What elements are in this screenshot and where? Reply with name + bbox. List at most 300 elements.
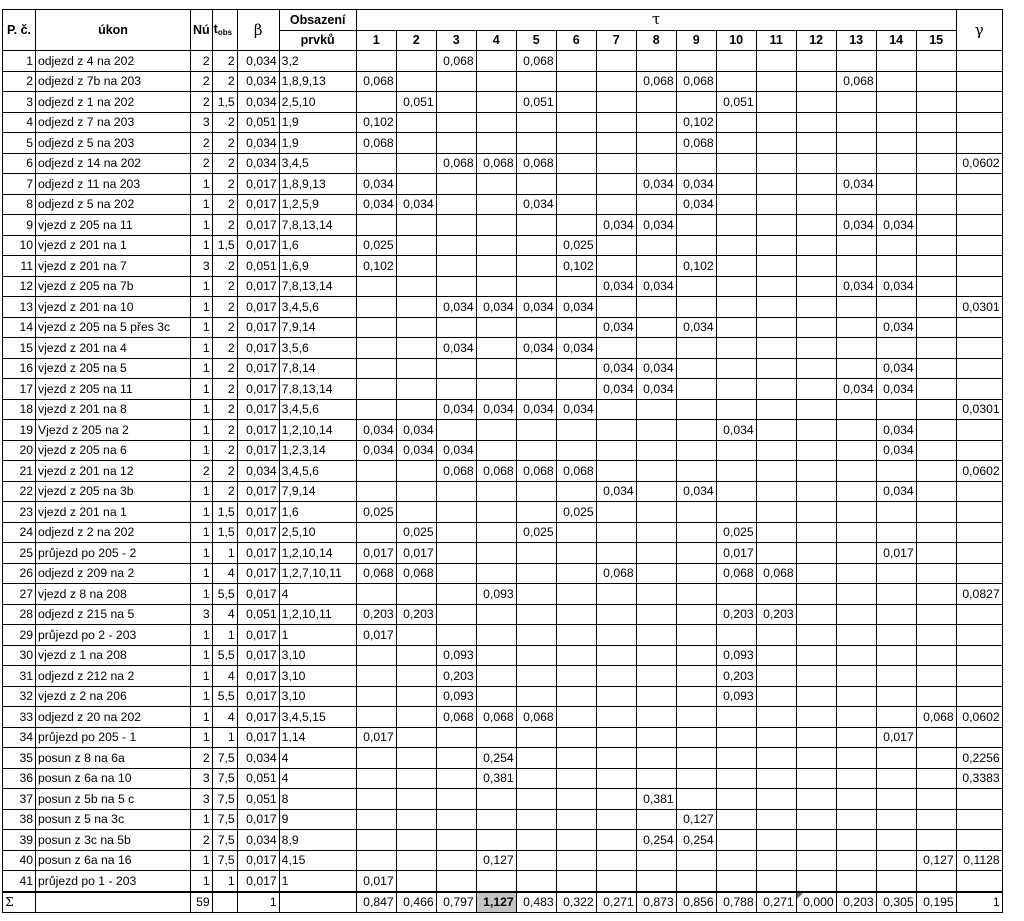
cell-tau-4 xyxy=(476,358,516,379)
cell-tau-10 xyxy=(716,440,756,461)
cell-tau-15 xyxy=(916,174,956,195)
cell-tau-6: 0,102 xyxy=(556,256,596,277)
cell-tau-5 xyxy=(516,256,556,277)
cell-tau-11 xyxy=(756,461,796,482)
cell-tau-4: 0,254 xyxy=(476,748,516,769)
cell-tau-12 xyxy=(796,440,836,461)
cell-tau-6 xyxy=(556,215,596,236)
cell-tau-7 xyxy=(596,645,636,666)
cell-tau-8 xyxy=(636,51,676,72)
cell-tau-3: 0,203 xyxy=(436,666,476,687)
cell-tau-2 xyxy=(396,727,436,748)
cell-tau-14 xyxy=(876,71,916,92)
cell-tau-12 xyxy=(796,174,836,195)
cell-tau-8 xyxy=(636,194,676,215)
cell-tau-13 xyxy=(836,625,876,646)
col-header-beta[interactable]: β xyxy=(237,10,279,51)
cell-tau-12 xyxy=(796,502,836,523)
cell-beta: 0,034 xyxy=(237,830,279,851)
cell-pc: 30 xyxy=(3,645,36,666)
table-row[interactable] xyxy=(3,174,1003,195)
table-row[interactable] xyxy=(3,522,1003,543)
cell-obsazeni: 1,6 xyxy=(279,235,356,256)
sum-row[interactable] xyxy=(3,892,1003,913)
cell-tau-9 xyxy=(676,584,716,605)
cell-tau-6 xyxy=(556,276,596,297)
cell-tau-11 xyxy=(756,174,796,195)
cell-ukon: odjezd z 7b na 203 xyxy=(36,71,191,92)
cell-tau-3 xyxy=(436,768,476,789)
cell-obsazeni: 3,5,6 xyxy=(279,338,356,359)
cell-tau-10 xyxy=(716,768,756,789)
cell-tau-13 xyxy=(836,748,876,769)
cell-tau-1: 0,102 xyxy=(356,112,396,133)
cell-tau-7 xyxy=(596,420,636,441)
cell-tau-11 xyxy=(756,686,796,707)
table-row[interactable] xyxy=(3,871,1003,892)
cell-tau-10 xyxy=(716,748,756,769)
cell-tau-2 xyxy=(396,850,436,871)
cell-gamma xyxy=(956,809,1002,830)
cell-tau-3 xyxy=(436,215,476,236)
cell-tau-15 xyxy=(916,92,956,113)
cell-nu: 1 xyxy=(191,338,213,359)
table-row[interactable] xyxy=(3,563,1003,584)
col-header-tau-1[interactable]: 1 xyxy=(356,30,396,51)
cell-tau-10 xyxy=(716,379,756,400)
cell-ukon: vjezd z 205 na 5 přes 3c xyxy=(36,317,191,338)
cell-tau-2 xyxy=(396,481,436,502)
cell-pc: 12 xyxy=(3,276,36,297)
cell-tau-2 xyxy=(396,133,436,154)
cell-tau-6 xyxy=(556,358,596,379)
cell-pc: 2 xyxy=(3,71,36,92)
sum-tau-10: 0,788 xyxy=(716,892,756,913)
cell-beta: 0,017 xyxy=(237,358,279,379)
cell-tau-11 xyxy=(756,481,796,502)
cell-tobs: 7,5 xyxy=(212,850,237,871)
cell-tau-8 xyxy=(636,522,676,543)
cell-tau-6 xyxy=(556,645,596,666)
cell-tau-10: 0,017 xyxy=(716,543,756,564)
cell-tau-5: 0,051 xyxy=(516,92,556,113)
table-row[interactable] xyxy=(3,317,1003,338)
col-header-prvku[interactable]: prvků xyxy=(279,30,356,51)
cell-obsazeni: 1,2,5,9 xyxy=(279,194,356,215)
cell-tau-9 xyxy=(676,379,716,400)
cell-tau-7 xyxy=(596,112,636,133)
cell-tau-6 xyxy=(556,563,596,584)
cell-tau-7 xyxy=(596,235,636,256)
cell-tau-3: 0,034 xyxy=(436,399,476,420)
cell-tau-1 xyxy=(356,584,396,605)
cell-tau-8 xyxy=(636,440,676,461)
table-row[interactable] xyxy=(3,399,1003,420)
cell-tau-8 xyxy=(636,317,676,338)
table-row[interactable] xyxy=(3,584,1003,605)
cell-tau-4: 0,093 xyxy=(476,584,516,605)
table-row[interactable] xyxy=(3,543,1003,564)
table-row[interactable] xyxy=(3,358,1003,379)
cell-gamma xyxy=(956,625,1002,646)
cell-tau-7 xyxy=(596,604,636,625)
cell-tau-15 xyxy=(916,522,956,543)
cell-ukon: posun z 8 na 6a xyxy=(36,748,191,769)
cell-tau-12 xyxy=(796,297,836,318)
cell-nu: 2 xyxy=(191,153,213,174)
cell-tau-11 xyxy=(756,235,796,256)
cell-tau-12 xyxy=(796,215,836,236)
cell-tau-8: 0,381 xyxy=(636,789,676,810)
cell-obsazeni: 3,4,5,6 xyxy=(279,399,356,420)
col-header-nu[interactable]: Nú xyxy=(191,10,213,51)
cell-tau-12 xyxy=(796,133,836,154)
cell-tau-11 xyxy=(756,850,796,871)
cell-obsazeni: 1,6,9 xyxy=(279,256,356,277)
cell-tobs: 2 xyxy=(212,153,237,174)
cell-gamma xyxy=(956,871,1002,892)
cell-tau-15 xyxy=(916,789,956,810)
table-row[interactable] xyxy=(3,809,1003,830)
cell-beta: 0,017 xyxy=(237,215,279,236)
cell-tau-4 xyxy=(476,686,516,707)
table-row[interactable] xyxy=(3,276,1003,297)
cell-tau-10 xyxy=(716,153,756,174)
cell-pc: 21 xyxy=(3,461,36,482)
cell-tau-6 xyxy=(556,830,596,851)
cell-tau-11 xyxy=(756,666,796,687)
table-row[interactable] xyxy=(3,748,1003,769)
table-row[interactable] xyxy=(3,645,1003,666)
col-header-tau-4[interactable]: 4 xyxy=(476,30,516,51)
table-row[interactable] xyxy=(3,727,1003,748)
cell-tau-6 xyxy=(556,317,596,338)
cell-tau-6 xyxy=(556,850,596,871)
cell-tau-7 xyxy=(596,768,636,789)
cell-tau-5 xyxy=(516,440,556,461)
cell-tau-15 xyxy=(916,51,956,72)
cell-tau-10: 0,093 xyxy=(716,645,756,666)
cell-beta: 0,017 xyxy=(237,625,279,646)
sum-tau-4: 1,127 xyxy=(476,892,516,913)
cell-tau-12 xyxy=(796,789,836,810)
cell-tau-6 xyxy=(556,809,596,830)
cell-tau-12 xyxy=(796,317,836,338)
col-header-tau-9[interactable]: 9 xyxy=(676,30,716,51)
cell-nu: 1 xyxy=(191,481,213,502)
table-row[interactable] xyxy=(3,71,1003,92)
cell-tau-9 xyxy=(676,276,716,297)
cell-tau-10 xyxy=(716,51,756,72)
cell-tau-11 xyxy=(756,420,796,441)
table-row[interactable] xyxy=(3,850,1003,871)
cell-tau-3: 0,093 xyxy=(436,645,476,666)
cell-tau-2 xyxy=(396,256,436,277)
cell-tau-6 xyxy=(556,748,596,769)
cell-tau-6 xyxy=(556,51,596,72)
cell-tau-14 xyxy=(876,830,916,851)
cell-tau-11 xyxy=(756,92,796,113)
cell-tobs: 7,5 xyxy=(212,768,237,789)
cell-tau-3 xyxy=(436,502,476,523)
cell-tau-6: 0,025 xyxy=(556,502,596,523)
cell-obsazeni: 3,10 xyxy=(279,666,356,687)
cell-nu: 3 xyxy=(191,789,213,810)
cell-tau-1 xyxy=(356,338,396,359)
cell-gamma: 0,0602 xyxy=(956,707,1002,728)
cell-tau-12 xyxy=(796,51,836,72)
cell-ukon: vjezd z 205 na 3b xyxy=(36,481,191,502)
cell-tau-2 xyxy=(396,809,436,830)
cell-tobs: 2 xyxy=(212,379,237,400)
table-row[interactable] xyxy=(3,379,1003,400)
cell-tau-11 xyxy=(756,133,796,154)
col-header-tau-11[interactable]: 11 xyxy=(756,30,796,51)
col-header-tau-12[interactable]: 12 xyxy=(796,30,836,51)
cell-tau-15 xyxy=(916,461,956,482)
table-row[interactable] xyxy=(3,92,1003,113)
cell-tau-12 xyxy=(796,707,836,728)
cell-obsazeni: 1,2,10,14 xyxy=(279,543,356,564)
cell-tau-7 xyxy=(596,850,636,871)
cell-beta: 0,034 xyxy=(237,133,279,154)
cell-tau-8 xyxy=(636,748,676,769)
cell-tau-15 xyxy=(916,481,956,502)
cell-tobs: 2 xyxy=(212,297,237,318)
cell-tau-12 xyxy=(796,830,836,851)
cell-tau-14: 0,034 xyxy=(876,215,916,236)
cell-obsazeni: 1,9 xyxy=(279,133,356,154)
col-header-tau-7[interactable]: 7 xyxy=(596,30,636,51)
cell-tau-9: 0,068 xyxy=(676,71,716,92)
cell-tau-12 xyxy=(796,604,836,625)
col-header-tau-3[interactable]: 3 xyxy=(436,30,476,51)
cell-tau-1 xyxy=(356,666,396,687)
table-row[interactable] xyxy=(3,461,1003,482)
cell-beta: 0,017 xyxy=(237,727,279,748)
table-row[interactable] xyxy=(3,133,1003,154)
cell-tau-10: 0,034 xyxy=(716,420,756,441)
cell-tau-11 xyxy=(756,440,796,461)
cell-tau-8 xyxy=(636,297,676,318)
cell-pc: 29 xyxy=(3,625,36,646)
cell-tobs: 5,5 xyxy=(212,584,237,605)
col-header-tau-6[interactable]: 6 xyxy=(556,30,596,51)
cell-beta: 0,051 xyxy=(237,256,279,277)
cell-tau-7 xyxy=(596,584,636,605)
cell-ukon: odjezd z 20 na 202 xyxy=(36,707,191,728)
cell-tau-1 xyxy=(356,830,396,851)
col-header-tau[interactable]: τ xyxy=(356,10,956,31)
table-row[interactable] xyxy=(3,481,1003,502)
cell-tau-11 xyxy=(756,707,796,728)
cell-tau-9 xyxy=(676,297,716,318)
cell-tau-8 xyxy=(636,625,676,646)
cell-tau-15 xyxy=(916,727,956,748)
cell-obsazeni: 7,8,13,14 xyxy=(279,215,356,236)
cell-tau-7: 0,034 xyxy=(596,481,636,502)
sum-tau-2: 0,466 xyxy=(396,892,436,913)
cell-tau-7 xyxy=(596,133,636,154)
sum-symbol: Σ xyxy=(3,892,36,913)
cell-tobs: 5,5 xyxy=(212,686,237,707)
cell-tau-8: 0,034 xyxy=(636,379,676,400)
cell-tau-14: 0,034 xyxy=(876,358,916,379)
cell-tau-7: 0,034 xyxy=(596,358,636,379)
table-row[interactable] xyxy=(3,153,1003,174)
table-row[interactable] xyxy=(3,604,1003,625)
cell-tau-7: 0,034 xyxy=(596,317,636,338)
cell-tau-15 xyxy=(916,379,956,400)
cell-tau-9 xyxy=(676,502,716,523)
cell-tau-2 xyxy=(396,789,436,810)
table-row[interactable] xyxy=(3,440,1003,461)
table-row[interactable] xyxy=(3,502,1003,523)
cell-tau-12 xyxy=(796,584,836,605)
cell-tobs: 2 xyxy=(212,215,237,236)
col-header-tau-5[interactable]: 5 xyxy=(516,30,556,51)
cell-tau-15 xyxy=(916,256,956,277)
cell-tau-10 xyxy=(716,256,756,277)
cell-tau-1 xyxy=(356,522,396,543)
table-row[interactable] xyxy=(3,666,1003,687)
cell-tau-4: 0,034 xyxy=(476,297,516,318)
col-header-tau-15[interactable]: 15 xyxy=(916,30,956,51)
table-row[interactable] xyxy=(3,686,1003,707)
table-row[interactable] xyxy=(3,789,1003,810)
cell-nu: 1 xyxy=(191,584,213,605)
table-row[interactable] xyxy=(3,625,1003,646)
table-row[interactable] xyxy=(3,235,1003,256)
cell-tobs: 2 xyxy=(212,194,237,215)
col-header-tau-14[interactable]: 14 xyxy=(876,30,916,51)
cell-tau-13 xyxy=(836,440,876,461)
cell-ukon: posun z 5 na 3c xyxy=(36,809,191,830)
table-row[interactable] xyxy=(3,830,1003,851)
col-header-ukon[interactable]: úkon xyxy=(36,10,191,51)
cell-tau-14 xyxy=(876,112,916,133)
cell-tau-5 xyxy=(516,174,556,195)
cell-obsazeni: 1,8,9,13 xyxy=(279,71,356,92)
cell-tau-15 xyxy=(916,666,956,687)
cell-pc: 32 xyxy=(3,686,36,707)
cell-obsazeni: 9 xyxy=(279,809,356,830)
table-row[interactable] xyxy=(3,112,1003,133)
col-header-tau-8[interactable]: 8 xyxy=(636,30,676,51)
cell-tau-9 xyxy=(676,850,716,871)
cell-tau-4 xyxy=(476,317,516,338)
cell-tau-5 xyxy=(516,871,556,892)
cell-tau-5 xyxy=(516,809,556,830)
cell-tau-11: 0,068 xyxy=(756,563,796,584)
cell-tau-3 xyxy=(436,830,476,851)
cell-tau-7 xyxy=(596,522,636,543)
cell-tau-10 xyxy=(716,235,756,256)
cell-nu: 1 xyxy=(191,194,213,215)
cell-tau-14 xyxy=(876,502,916,523)
cell-tau-7 xyxy=(596,440,636,461)
cell-tau-3 xyxy=(436,748,476,769)
table-row[interactable] xyxy=(3,215,1003,236)
table-row[interactable] xyxy=(3,707,1003,728)
cell-tau-6 xyxy=(556,789,596,810)
cell-tau-8 xyxy=(636,850,676,871)
table-row[interactable] xyxy=(3,51,1003,72)
cell-pc: 20 xyxy=(3,440,36,461)
cell-tau-4 xyxy=(476,809,516,830)
table-row[interactable] xyxy=(3,768,1003,789)
cell-gamma xyxy=(956,358,1002,379)
table-row[interactable] xyxy=(3,256,1003,277)
cell-pc: 35 xyxy=(3,748,36,769)
cell-tau-12 xyxy=(796,235,836,256)
cell-nu: 1 xyxy=(191,563,213,584)
cell-ukon: odjezd z 215 na 5 xyxy=(36,604,191,625)
cell-tobs: 2 xyxy=(212,133,237,154)
cell-nu: 2 xyxy=(191,461,213,482)
sum-tobs xyxy=(212,892,237,913)
cell-tau-10: 0,025 xyxy=(716,522,756,543)
cell-ukon: odjezd z 209 na 2 xyxy=(36,563,191,584)
cell-tau-7 xyxy=(596,194,636,215)
col-header-tau-13[interactable]: 13 xyxy=(836,30,876,51)
cell-tau-5 xyxy=(516,727,556,748)
col-header-obsazeni[interactable]: Obsazení xyxy=(279,10,356,31)
col-header-tau-2[interactable]: 2 xyxy=(396,30,436,51)
cell-tau-4: 0,034 xyxy=(476,399,516,420)
cell-tau-13 xyxy=(836,809,876,830)
cell-tau-13 xyxy=(836,768,876,789)
cell-obsazeni: 8,9 xyxy=(279,830,356,851)
col-header-tau-10[interactable]: 10 xyxy=(716,30,756,51)
cell-tobs: 2 xyxy=(212,338,237,359)
table-row[interactable] xyxy=(3,420,1003,441)
cell-tau-3: 0,034 xyxy=(436,297,476,318)
col-header-gamma[interactable]: γ xyxy=(956,10,1002,51)
cell-tau-8 xyxy=(636,543,676,564)
cell-nu: 3 xyxy=(191,768,213,789)
cell-pc: 3 xyxy=(3,92,36,113)
cell-tau-4 xyxy=(476,645,516,666)
cell-gamma xyxy=(956,338,1002,359)
cell-nu: 1 xyxy=(191,276,213,297)
cell-obsazeni: 1,2,10,11 xyxy=(279,604,356,625)
col-header-tobs[interactable] xyxy=(212,10,237,51)
table-row[interactable] xyxy=(3,338,1003,359)
cell-obsazeni: 7,8,13,14 xyxy=(279,276,356,297)
cell-tobs: 2 xyxy=(212,256,237,277)
cell-tau-3 xyxy=(436,133,476,154)
col-header-pc[interactable]: P. č. xyxy=(3,10,36,51)
cell-tau-6 xyxy=(556,707,596,728)
cell-tau-12 xyxy=(796,461,836,482)
cell-beta: 0,017 xyxy=(237,379,279,400)
cell-tau-10 xyxy=(716,727,756,748)
table-row[interactable] xyxy=(3,194,1003,215)
cell-beta: 0,017 xyxy=(237,707,279,728)
cell-tobs: 1 xyxy=(212,727,237,748)
cell-tau-9: 0,034 xyxy=(676,481,716,502)
cell-pc: 33 xyxy=(3,707,36,728)
cell-tau-1 xyxy=(356,768,396,789)
cell-tau-12 xyxy=(796,871,836,892)
cell-tau-1 xyxy=(356,481,396,502)
cell-tau-14 xyxy=(876,604,916,625)
cell-tau-6 xyxy=(556,194,596,215)
table-row[interactable] xyxy=(3,297,1003,318)
cell-ukon: Vjezd z 205 na 2 xyxy=(36,420,191,441)
cell-tobs: 2 xyxy=(212,358,237,379)
